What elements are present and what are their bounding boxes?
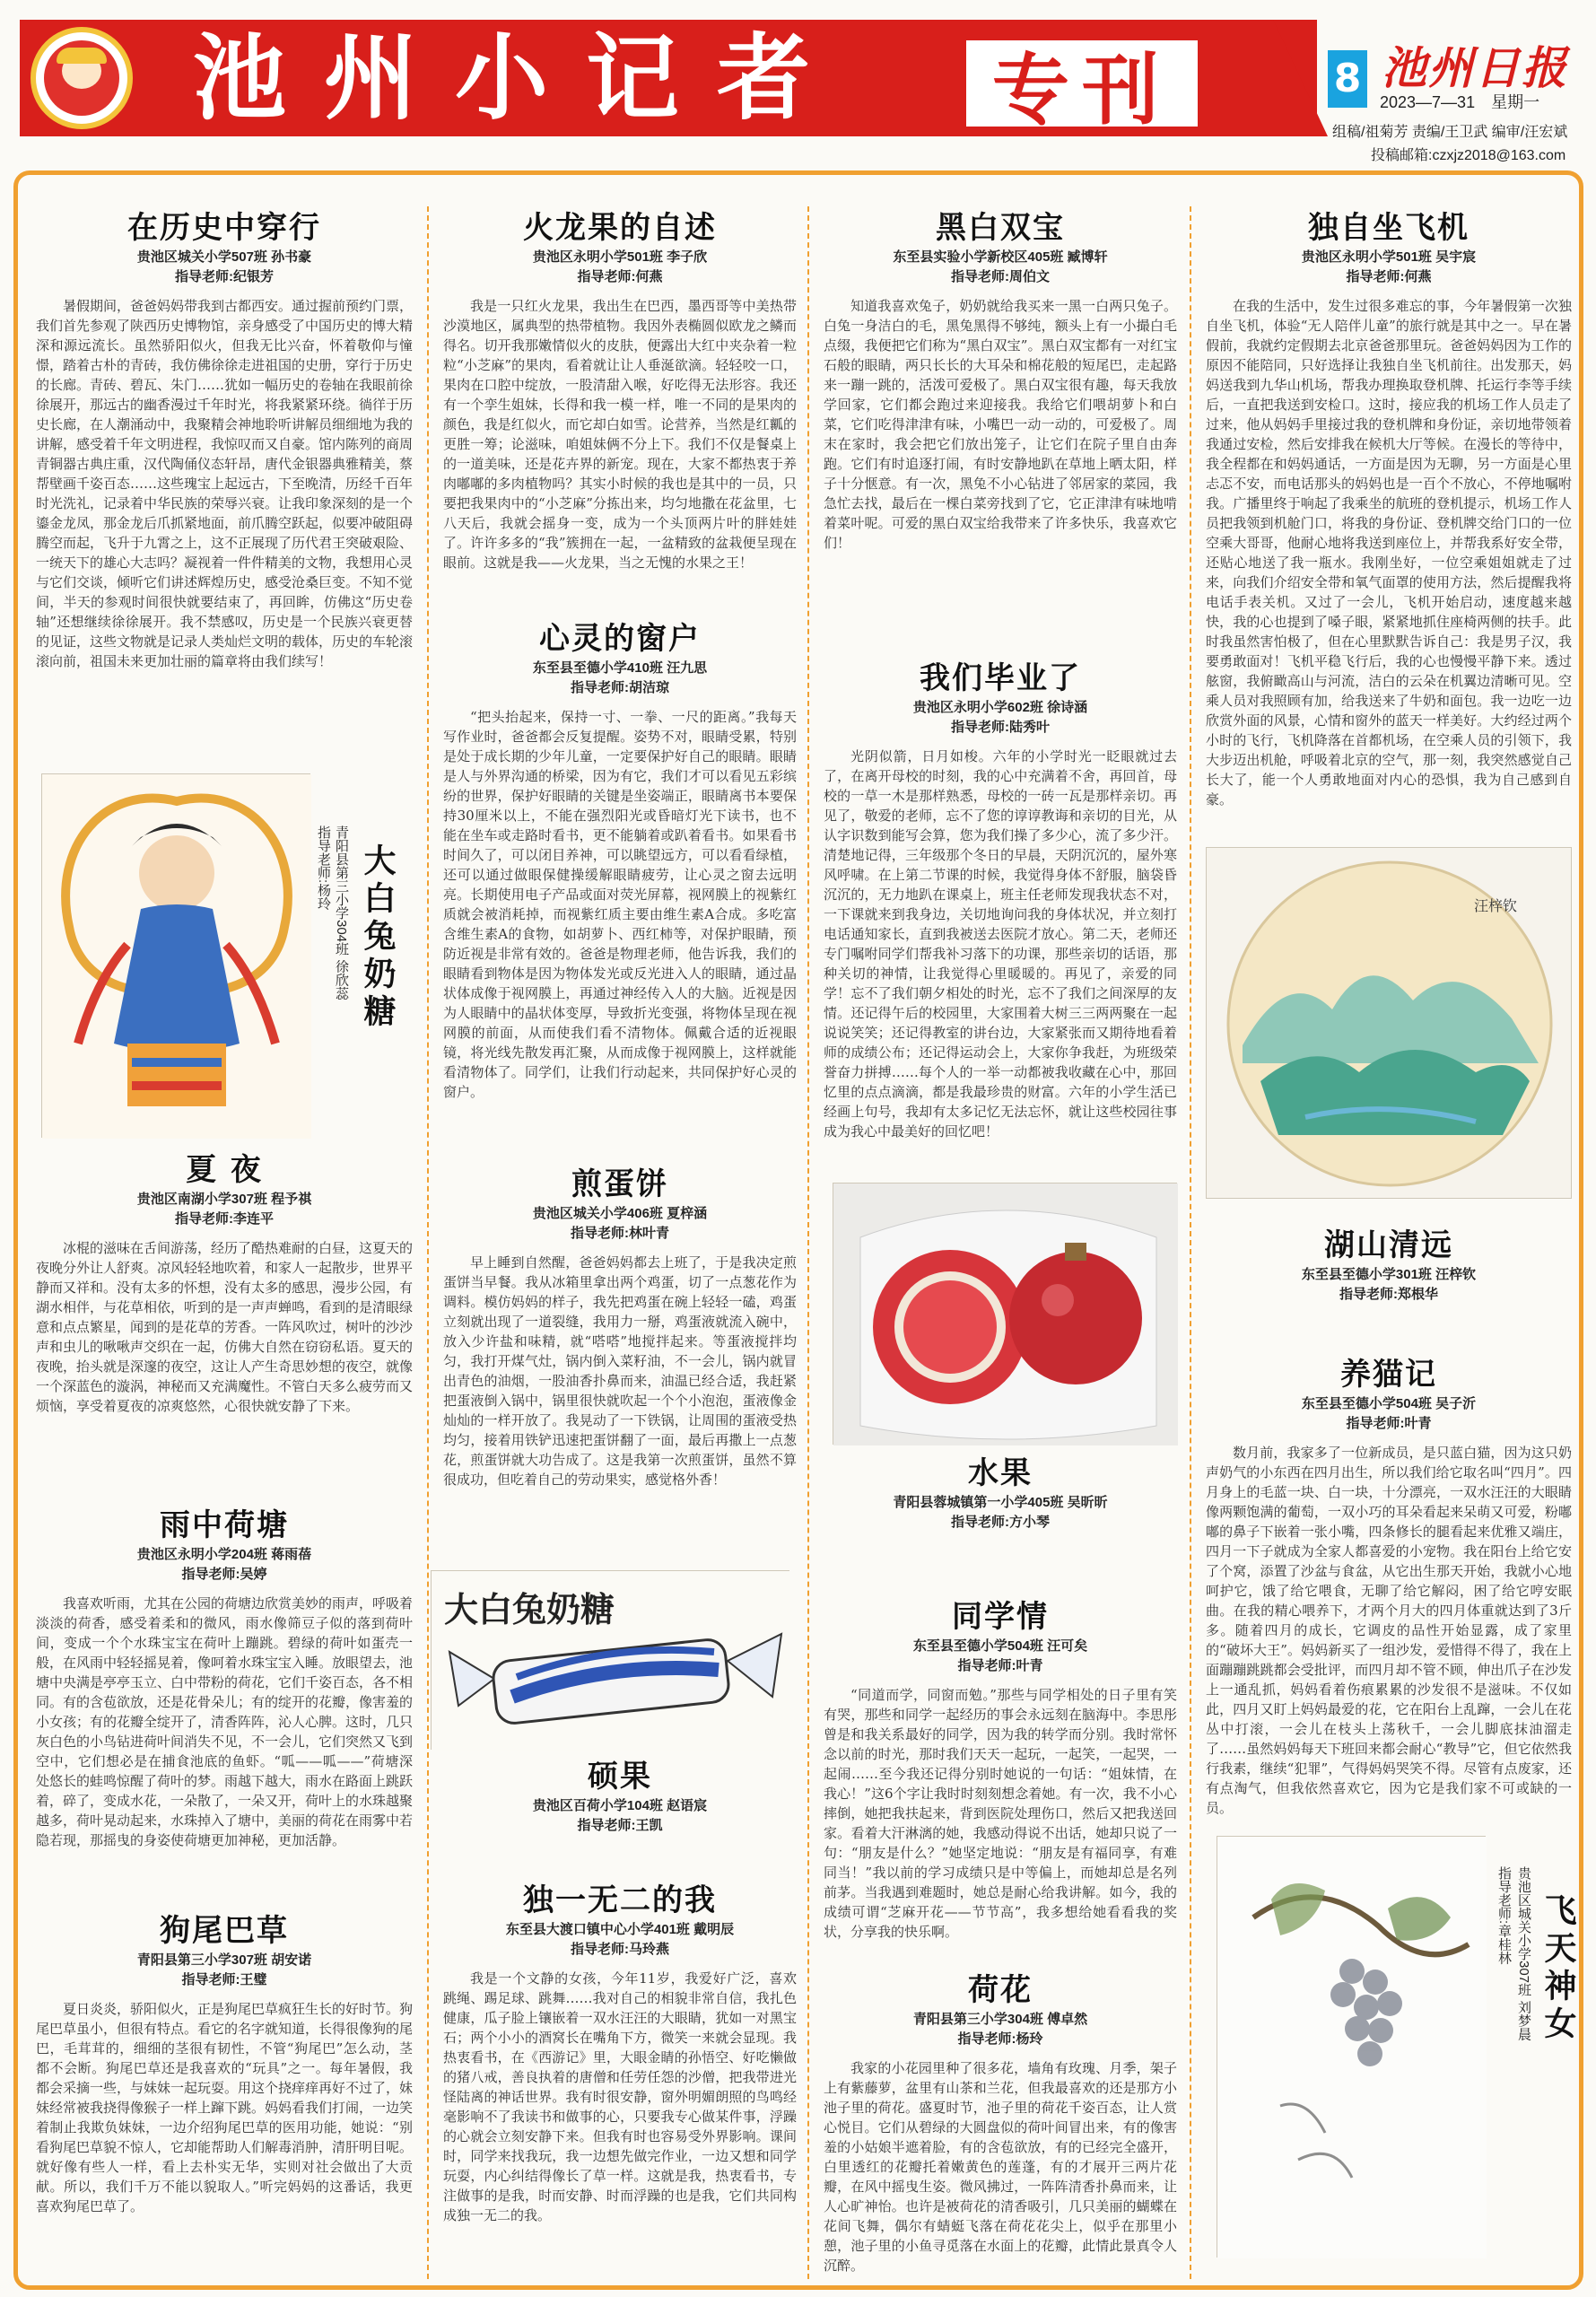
- article-title: 心灵的窗户: [539, 621, 701, 657]
- article-lotus-rain: [36, 1506, 413, 1970]
- article-teacher: 指导老师:杨玲: [957, 2031, 1043, 2047]
- article-author: 青阳县第三小学307班 胡安诺: [136, 1952, 312, 1968]
- artwork-white-rabbit-candy: [431, 1570, 789, 1750]
- article-black-white-rabbits: [824, 208, 1177, 660]
- article-body: 光阴似箭，日月如梭。六年的小学时光一眨眼就过去了，在离开母校的时刻，我的心中充满着不舍，再回首，母校的一草一木是那样熟悉，母校的一砖一瓦是那样亲切。再见了，敬爱的老师，忘不了您的谆谆教诲和亲切的目光，从认字识数到能写会算，您为我们操了多少心，流了多少汗。清楚地记得，三年级那个冬日的早晨，天阴沉沉的，屋外寒风呼啸。在上第二节课的时候，我觉得身体不舒服，脑袋昏沉沉的，无力地趴在课桌上，班主任老师发现我状态不对，一下课就来到我身边，关切地询问我的身体状况，并立刻打电话通知家长，直到我被送去医院才放心。第二天，老师还专门嘱咐同学们帮我补习落下的功课，那些亲切的话语，那种关切的神情，让我觉得心里暖暖的。再见了，亲爱的同学！忘不了我们朝夕相处的时光，忘不了我们之间深厚的友情。还记得午后的校园里，大家围着大树三三两两聚在一起说说笑笑；还记得教室的讲台边，大家紧张而又期待地看着师的成绩公布；还记得运动会上，大家你争我赶，为班级荣誉奋力拼搏……每个人的一举一动都被我收藏在心中，那回忆里的点点滴滴，都是我最珍贵的财富。六年的小学生活已经画上句号，我却有太多记忆无法忘怀，就让这些校园往事成为我心中最美好的回忆吧！: [824, 748, 1177, 1140]
- article-author: 贵池区永明小学501班 吴宇宸: [1301, 249, 1477, 265]
- article-body: 数月前，我家多了一位新成员，是只蓝白猫，因为这只奶声奶气的小东西在四月出生，所以我们给它取名叫“四月”。四月身上的毛蓝一块、白一块，十分漂亮，一双水汪汪的大眼睛像两颗饱满的葡萄，一双小巧的耳朵看起来呆萌又可爱，粉嘟嘟的鼻子下嵌着一张小嘴，四条修长的腿看起来优雅又端庄，四月一下子就成为全家人都喜爱的小宠物。我在阳台上给它安了个窝，添置了沙盆与食盆，从它出生那天开始，我就小心地呵护它，饿了给它喂食，无聊了给它解闷，困了给它哼安眠曲。在我的精心喂养下，才两个月大的四月体重就达到了3斤多。随着四月的成长，它调皮的品性开始显露，成了家里的“破坏大王”。妈妈新买了一组沙发，爱惜得不得了，我在上面蹦蹦跳跳都会受批评，而四月却不管不顾，伸出爪子在沙发上一通乱抓，妈妈看着伤痕累累的沙发很不是滋味。不仅如此，四月又盯上妈妈最爱的花，它在阳台上乱蹿，一会儿在花丛中打滚，一会儿在枝头上荡秋千，一会儿脚底抹油溜走了……虽然妈妈每天下班回来都会耐心“教导”它，但它依然我行我素，继续“犯罪”，气得妈妈哭笑不得。尽管有点废家，还有点淘气，但我依然喜欢它，因为它是我们家不可或缺的一员。: [1206, 1445, 1572, 1816]
- article-teacher: 指导老师:林叶青: [571, 1226, 669, 1241]
- artwork-teacher: 指导老师:王凯: [577, 1818, 663, 1833]
- article-history: [36, 208, 413, 781]
- article-title: 狗尾巴草: [160, 1913, 289, 1949]
- special-edition-label: 专刊: [992, 45, 1172, 135]
- page-number: 8: [1328, 50, 1367, 108]
- article-teacher: 指导老师:李连平: [175, 1211, 274, 1227]
- article-teacher: 指导老师:陆秀叶: [951, 720, 1050, 735]
- article-title: 独自坐飞机: [1308, 210, 1470, 246]
- article-author: 东至县至德小学504班 吴子沂: [1301, 1396, 1477, 1411]
- article-teacher: 指导老师:马玲燕: [571, 1942, 669, 1957]
- artwork-title: 飞天神女: [1539, 1893, 1577, 2044]
- submission-email[interactable]: 投稿邮箱:czxjz2018@163.com: [1371, 148, 1566, 163]
- article-body: “同道而学，同窗而勉。”那些与同学相处的日子里有笑有哭，那些和同学一起经历的事会永远刻在脑海中。李思彤曾是和我关系最好的同学，因为我的转学而分别。我时常怀念以前的时光，那时我们天天一起玩，一起笑，一起哭，一起闹……至今我还记得分别时她说的一句话：“姐妹情，在我心！”这6个字让我时时刻刻想念着她。有一次，我不小心摔倒，她把我扶起来，背到医院处理伤口，然后又把我送回家。看着大汗淋漓的她，我感动得说不出话，她却只说了一句：“朋友是什么？”她坚定地说：“朋友是有福同享，有难同当！”我以前的学习成绩只是中等偏上，而她却总是名列前茅。当我遇到难题时，她总是耐心给我讲解。如今，我的成绩可谓“芝麻开花——节节高”，我多想给她看看我的奖状，分享我的快乐啊。: [824, 1687, 1177, 1940]
- article-egg-pancake: [443, 1165, 797, 1549]
- article-title: 同学情: [952, 1599, 1049, 1635]
- article-author: 贵池区城关小学507班 孙书豪: [136, 249, 312, 265]
- article-solo-flight: [1206, 208, 1572, 829]
- artwork-teacher: 指导老师:章桂林: [1496, 1866, 1512, 1965]
- issue-date: 2023—7—31 星期一: [1380, 93, 1540, 111]
- article-eyes: [443, 619, 797, 1211]
- article-title: 黑白双宝: [936, 210, 1065, 246]
- artwork-teacher: 指导老师:郑根华: [1339, 1287, 1438, 1302]
- article-body: 我家的小花园里种了很多花，墙角有玫瑰、月季，架子上有紫藤萝，盆里有山茶和兰花，但我最喜欢的还是那方小池子里的荷花。盛夏时节，池子里的荷花千姿百态，让人赏心悦目。它们从碧绿的大圆盘似的荷叶间冒出来，有的像害羞的小姑娘半遮着脸，有的含苞欲放，有的已经完全盛开，白里透红的花瓣托着嫩黄色的莲蓬，有的才展开三两片花瓣，在风中摇曳生姿。微风拂过，一阵阵清香扑鼻而来，让人心旷神怡。也许是被荷花的清香吸引，几只美丽的蝴蝶在花间飞舞，偶尔有蜻蜓飞落在荷花花尖上，似乎在那里小憩，池子里的小鱼寻觅落在水面上的花瓣，此情此景真令人沉醉。: [824, 2060, 1177, 2274]
- article-teacher: 指导老师:何燕: [1346, 269, 1432, 284]
- article-author: 青阳县第三小学304班 傅卓然: [912, 2012, 1088, 2027]
- article-body: 冰棍的滋味在舌间游荡，经历了酷热难耐的白昼，这夏天的夜晚分外让人舒爽。凉风轻轻地吹着，和家人一起散步，世界平静而又祥和。没有太多的怀想，没有太多的感思，漫步公园，有湖水相伴，与花草相依，听到的是一声声蝉鸣，看到的是清眼绿意和点点繁星，闻到的是花草的芳香。一阵风吹过，树叶的沙沙声和虫儿的啾啾声交织在一起，仿佛大自然在窃窃私语。夏天的夜晚，抬头就是深邃的夜空，这让人产生奇思妙想的夜空，就像一个深蓝色的漩涡，神秘而又充满魔性。不管白天多么疲劳而又烦恼，享受着夏夜的凉爽悠然，心很快就安静了下来。: [36, 1240, 414, 1414]
- article-body: 夏日炎炎，骄阳似火，正是狗尾巴草疯狂生长的好时节。狗尾巴草虽小，但很有特点。看它的名字就知道，长得很像狗的尾巴，毛茸茸的，细细的茎很有韧性，不管“狗尾巴”怎么动，茎都不会断。狗尾巴草还是我喜欢的“玩具”之一。每年暑假，我都会采摘一些，与妹妹一起玩耍。用这个挠痒痒再好不过了，妹妹经常被我挠得像猴子一样上蹿下跳。妈妈看我们打闹，一边笑着制止我欺负妹妹，一边介绍狗尾巴草的医用功能，她说：“别看狗尾巴草貌不惊人，它却能帮助人们解毒消肿，清肝明目呢。就好像有些人一样，看上去朴实无华，实则对社会做出了大贡献。所以，我们千万不能以貌取人。”听完妈妈的这番话，我更喜欢狗尾巴草了。: [36, 2001, 414, 2214]
- masthead: [0, 0, 1596, 163]
- article-teacher: 指导老师:何燕: [577, 269, 663, 284]
- article-body: 早上睡到自然醒，爸爸妈妈都去上班了，于是我决定煎蛋饼当早餐。我从冰箱里拿出两个鸡蛋，切了一点葱花作为调料。模仿妈妈的样子，我先把鸡蛋在碗上轻轻一磕，鸡蛋立刻就出现了一道裂缝，我用力一掰，鸡蛋液就流入碗中，放入少许盐和味精，就“嗒嗒”地搅拌起来。等蛋液搅拌均匀，我打开煤气灶，锅内倒入菜籽油，不一会儿，锅内就冒出青色的油烟，一股油香扑鼻而来，油温已经合适，我赶紧把蛋液倒入锅中，锅里很快就吹起一个个小泡泡，蛋液像金灿灿的一样开放了。我晃动了一下铁锅，让周围的蛋液受热均匀，接着用铁铲迅速把蛋饼翻了一面，最后再撒上一点葱花，煎蛋饼就大功告成了。这是我第一次煎蛋饼，虽然不算很成功，但吃着自己的劳动果实，感觉格外香！: [443, 1254, 797, 1488]
- article-author: 贵池区永明小学501班 李子欣: [532, 249, 708, 265]
- article-lake-caption: [1206, 1226, 1572, 1305]
- article-graduation: [824, 659, 1177, 1181]
- grape-ink-painting-image: [1217, 1837, 1487, 2258]
- artwork-title: 大白兔奶糖: [359, 843, 397, 1032]
- special-edition-badge: [962, 36, 1202, 135]
- article-body: 暑假期间，爸爸妈妈带我到古都西安。通过握前预约门票，我们首先参观了陕西历史博物馆，亲身感受了中国历史的博大精深和源远流长。虽然骄阳似火，但我无比兴奋，怀着敬仰与憧憬，踏着古朴的青砖，我仿佛徐徐走进祖国的史册，穿行于历史的长廊。青砖、碧瓦、朱门……犹如一幅历史的卷轴在我眼前徐徐展开，那远古的幽香漫过千年时光，将我紧紧环绕。徜徉于历史长廊，在人潮涌动中，我聚精会神地聆听讲解员细细地为我的讲解，感受着千年文明进程，我惊叹而又自豪。馆内陈列的商周青铜器古典庄重，汉代陶俑仪态轩昂，唐代金银器典雅精美，蔡帮壁画千姿百态……这些瑰宝上起远古，下至晚清，历经千百年时光洗礼，记录着中华民族的荣辱兴衰。让我印象深刻的是一个鎏金龙凤，那金龙后爪抓紧地面，前爪腾空跃起，似要冲破阻碍腾空而起，飞升于九霄之上，这不正展现了历代君王突破艰险、一统天下的雄心大志吗？凝视着一件件精美的文物，我想用心灵与它们交谈，倾听它们讲述辉煌历史，感受沧桑巨变。不知不觉间，半天的参观时间很快就要结束了，再回眸，仿佛这“历史卷轴”还想继续徐徐展开。我不禁感叹，历史是一个民族兴衰更替的见证，这些文物就是记录人类灿烂文明的载体，历史的车轮滚滚向前，祖国未来更加壮丽的篇章将由我们续写！: [36, 298, 414, 669]
- masthead-title: 池州小记者: [193, 22, 849, 133]
- article-teacher: 指导老师:周伯文: [951, 269, 1050, 284]
- article-unique-me: [443, 1881, 797, 2275]
- artwork-author: 贵池区百荷小学104班 赵语宸: [532, 1798, 708, 1813]
- article-body: 在我的生活中，发生过很多难忘的事，今年暑假第一次独自坐飞机，体验“无人陪伴儿童”的旅行就是其中之一。早在暑假前，我就约定假期去北京爸爸那里玩。爸爸妈妈因为工作的原因不能陪同，只好选择让我独自坐飞机前往。出发那天，妈妈送我到九华山机场，帮我办理换取登机牌、托运行李等手续后，一直把我送到安检口。这时，接应我的机场工作人员走了过来，他从妈妈手里接过我的登机牌和身份证，亲切地带领着我通过安检，然后安排我在候机大厅等候。在漫长的等待中，我全程都在和妈妈通话，一方面是因为无聊，另一方面是心里忐忑不安，而电话那头的妈妈也是一百个不放心，不停地嘱咐我。广播里终于响起了我乘坐的航班的登机提示，机场工作人员把我领到机舱门口，将我的身份证、登机牌交给门口的一位空乘大哥哥，他耐心地将我送到座位上，并帮我系好安全带，还贴心地送了我一瓶水。我刚坐好，一位空乘姐姐就走了过来，向我们介绍安全带和氧气面罩的使用方法，然后提醒我将电话手表关机。又过了一会儿，飞机开始启动，速度越来越快，我的心也提到了嗓子眼，紧紧地抓住座椅两侧的扶手。此时我虽然害怕极了，但在心里默默告诉自己：我是男子汉，我要勇敢面对！飞机平稳飞行后，我的心也慢慢平静下来。透过舷窗，我俯瞰高山与河流，洁白的云朵在机翼边清晰可见。空乘人员对我照顾有加，给我送来了牛奶和面包。我一边吃一边欣赏外面的风景，心情和窗外的蓝天一样美好。大约经过两个小时的飞行，飞机降落在首都机场，在空乘人员的引领下，我大步迈出机舱，呼吸着北京的空气，那一刻，我突然感觉自己长大了，能一个人勇敢地面对内心的恐惧，我为自己感到自豪。: [1206, 298, 1572, 808]
- article-body: “把头抬起来，保持一寸、一拳、一尺的距离。”我每天写作业时，爸爸都会反复提醒。姿势不对，眼睛受累，特别是处于成长期的少年儿童，一定要保护好自己的眼睛。眼睛是人与外界沟通的桥梁，因为有它，我们才可以看见五彩缤纷的世界，保护好眼睛的关键是坐姿端正，眼睛离书本要保持30厘米以上，不能在强烈阳光或昏暗灯光下读书，也不能在坐车或走路时看书，更不能躺着或趴着看书。如果看书时间久了，可以闭目养神，可以眺望远方，可以看看绿植，还可以通过做眼保健操缓解眼睛疲劳，让心灵之窗去远明亮。长期使用电子产品或面对荧光屏幕，视网膜上的视紫红质就会被消耗掉，而视紫红质主要由维生素A合成。多吃富含维生素A的食物，如胡萝卜、西红柿等，对保护眼睛，预防近视是非常有效的。爸爸是物理老师，他告诉我，我们的眼睛看到物体是因为物体发光或反光进入人的眼睛，通过晶状体成像于视网膜上，再通过神经传入人的大脑。近视是因为人眼睛中的晶状体变厚，导致折光变强，将物体呈现在视网膜的前面，从而使我们看不清物体。佩戴合适的近视眼镜，将光线先散发再汇聚，从而成像于视网膜上，这样就能看清物体了。同学们，让我们行动起来，共同保护好心灵的窗户。: [443, 709, 797, 1100]
- article-body: 我喜欢听雨，尤其在公园的荷塘边欣赏美妙的雨声，呼吸着淡淡的荷香，感受着柔和的微风，雨水像筛豆子似的落到荷叶间，变成一个个水珠宝宝在荷叶上蹦跳。碧绿的荷叶如蛋壳一般，在风雨中轻轻摇晃着，像呵着水珠宝宝入睡。放眼望去，池塘中央满是亭亭玉立、白中带粉的荷花，它们千姿百态，各不相同。有的含苞欲放，还是花骨朵儿；有的绽开的花瓣，像害羞的小女孩；有的花瓣全绽开了，清香阵阵，沁人心脾。这时，几只灰白色的小鸟钻进荷叶间消失不见，不一会儿，它们突然又飞到空中，它们想必是在捕食池底的鱼虾。“呱——呱——”荷塘深处悠长的蛙鸣惊醒了荷叶的梦。雨越下越大，雨水在路面上跳跃着，碎了，变成水花，一朵散了，一朵又开，荷叶上的水珠越聚越多，荷叶晃动起来，水珠掉入了塘中，美丽的荷花在雨雾中若隐若现，那摇曳的身姿使荷塘更加神秘，更加活静。: [36, 1595, 414, 1848]
- artwork-title: 硕果: [588, 1759, 652, 1795]
- candy-label: 大白兔奶糖: [444, 1589, 615, 1629]
- article-body: 知道我喜欢兔子，奶奶就给我买来一黑一白两只兔子。白兔一身洁白的毛，黑兔黑得不够纯，额头上有一小撮白毛点缀，我便把它们称为“黑白双宝”。黑白双宝都有一对红宝石般的眼睛，两只长长的大耳朵和棉花般的短尾巴，走起路来一蹦一跳的，活泼可爱极了。黑白双宝很有趣，每天我放学回家，它们都会跑过来迎接我。我给它们喂胡萝卜和白菜，它们吃得津津有味，小嘴巴一动一动的，可爱极了。周末在家时，我会把它们放出笼子，让它们在院子里自由奔跑。它们有时追逐打闹，有时安静地趴在草地上晒太阳，样子十分惬意。有一次，黑兔不小心钻进了邻居家的菜园，我急忙去找，最后在一棵白菜旁找到了它，它正津津有味地啃着菜叶呢。可爱的黑白双宝给我带来了许多快乐，我喜欢它们！: [824, 298, 1177, 551]
- artwork-teacher: 指导老师:方小琴: [951, 1515, 1050, 1530]
- artwork-author: 青阳县蓉城镇第一小学405班 吴昕昕: [893, 1495, 1108, 1510]
- article-title: 独一无二的我: [523, 1882, 717, 1918]
- article-author: 东至县至德小学410班 汪九思: [532, 660, 708, 676]
- article-body: 我是一个文静的女孩，今年11岁，我爱好广泛，喜欢跳绳、踢足球、跳舞……我对自己的相貌非常自信，我扎色健康，瓜子脸上镶嵌着一双水汪汪的大眼睛，犹如一对黑宝石；两个小小的酒窝长在嘴角下方，微笑一来就会显现。我热衷看书，在《西游记》里，大眼金睛的孙悟空、好吃懒做的猪八戒，善良执着的唐僧和任劳任怨的沙僧，把我带进光怪陆离的神话世界。我有时很安静，窗外明媚朗照的鸟鸣经毫影响不了我读书和做事的心，只要我专心做某件事，浮躁的心就会立刻安静下来。但我有时也容易受外界影响。课间时，同学来找我玩，我一边想先做完作业，一边又想和同学玩耍，内心纠结得像长了草一样。这就是我，热衷看书，专注做事的是我，时而安静、时而浮躁的也是我，它们共同构成独一无二的我。: [443, 1970, 797, 2223]
- article-classmates: [824, 1597, 1177, 1940]
- article-teacher: 指导老师:叶青: [1346, 1416, 1432, 1431]
- article-title: 我们毕业了: [920, 660, 1081, 696]
- article-teacher: 指导老师:胡洁琼: [571, 680, 669, 695]
- article-title: 煎蛋饼: [571, 1166, 668, 1202]
- article-foxtail: [36, 1911, 413, 2275]
- article-candy-caption: [443, 1757, 797, 1836]
- article-fruit-caption: [824, 1454, 1177, 1533]
- painting-inscription: 汪梓钦: [1474, 897, 1518, 914]
- artwork-lake-mountains: [1206, 847, 1572, 1199]
- artwork-fruit: [833, 1183, 1177, 1445]
- article-teacher: 指导老师:王璧: [181, 1972, 267, 1987]
- artwork-teacher: 指导老师:杨玲: [316, 825, 331, 911]
- artwork-title: 湖山清远: [1324, 1227, 1453, 1263]
- article-teacher: 指导老师:吴婷: [181, 1567, 267, 1582]
- article-author: 贵池区永明小学204班 蒋雨蓓: [136, 1547, 312, 1562]
- goddess-painting-image: [42, 774, 311, 1139]
- landscape-fan-painting-image: [1207, 848, 1573, 1200]
- article-author: 贵池区永明小学602班 徐诗涵: [912, 700, 1088, 715]
- article-author: 贵池区南湖小学307班 程予祺: [136, 1192, 312, 1207]
- artwork-flying-goddess: [41, 773, 310, 1138]
- mascot-logo-icon: [31, 27, 133, 129]
- article-body: 我是一只红火龙果，我出生在巴西，墨西哥等中美热带沙漠地区，属典型的热带植物。我因外表椭圆似欧龙之鳞而得名。切开我那嫩情似火的皮肤，便露出大红中夹杂着一粒粒“小芝麻”的果肉，看着就让让人垂涎欲滴。轻轻咬一口，果肉在口腔中绽放，一股清甜入喉，好吃得无法形容。我还有一个孪生姐妹，长得和我一模一样，唯一不同的是果肉的颜色，我是红似火，而它却白如雪。论营养，当然是红瓤的更胜一筹；论滋味，咱姐妹俩不分上下。我们不仅是餐桌上的一道美味，还是花卉界的新宠。现在，大家不都热衷于养肉嘟嘟的多肉植物吗？其实小时候的我也是其中的一员，只要把我果肉中的“小芝麻”分拣出来，均匀地撒在花盆里，七八天后，我就会摇身一变，成为一个头顶两片叶的胖娃娃了。许许多多的“我”簇拥在一起，一盆精致的盆栽便呈现在眼前。这就是我——火龙果，当之无愧的水果之王！: [443, 298, 797, 571]
- article-teacher: 指导老师:叶青: [957, 1658, 1043, 1673]
- article-title: 在历史中穿行: [127, 210, 321, 246]
- artwork-title: 水果: [968, 1455, 1033, 1491]
- column-divider: [1190, 206, 1191, 2279]
- article-lotus: [824, 1970, 1177, 2275]
- article-cat: [1206, 1355, 1572, 1873]
- paper-name-logo: 池州日报: [1382, 41, 1568, 94]
- article-title: 荷花: [968, 1972, 1033, 2008]
- article-author: 东至县至德小学504班 汪可矣: [912, 1638, 1088, 1654]
- article-author: 东至县大渡口镇中心小学401班 戴明辰: [505, 1922, 735, 1937]
- article-author: 贵池区城关小学406班 夏梓涵: [532, 1206, 708, 1221]
- column-divider: [807, 206, 809, 2279]
- article-author: 东至县实验小学新校区405班 臧博轩: [893, 249, 1108, 265]
- artwork-harvest: [1217, 1836, 1486, 2258]
- artwork-author: 青阳县第三小学304班 徐欣蕊: [334, 825, 349, 1000]
- pomegranate-painting-image: [833, 1183, 1178, 1445]
- artwork-author: 贵池区城关小学307班 刘梦晨: [1516, 1866, 1531, 2041]
- artwork-author: 东至县至德小学301班 汪梓钦: [1301, 1267, 1477, 1282]
- article-teacher: 指导老师:纪银芳: [175, 269, 274, 284]
- editor-credits: 组稿/祖菊芳 责编/王卫武 编审/汪宏斌: [1332, 125, 1568, 140]
- article-summer-night: [36, 1150, 413, 1497]
- column-divider: [427, 206, 429, 2279]
- article-title: 雨中荷塘: [160, 1507, 289, 1543]
- article-title: 夏 夜: [186, 1152, 263, 1188]
- article-title: 火龙果的自述: [523, 210, 717, 246]
- article-dragon-fruit: [443, 208, 797, 601]
- article-title: 养猫记: [1340, 1357, 1437, 1393]
